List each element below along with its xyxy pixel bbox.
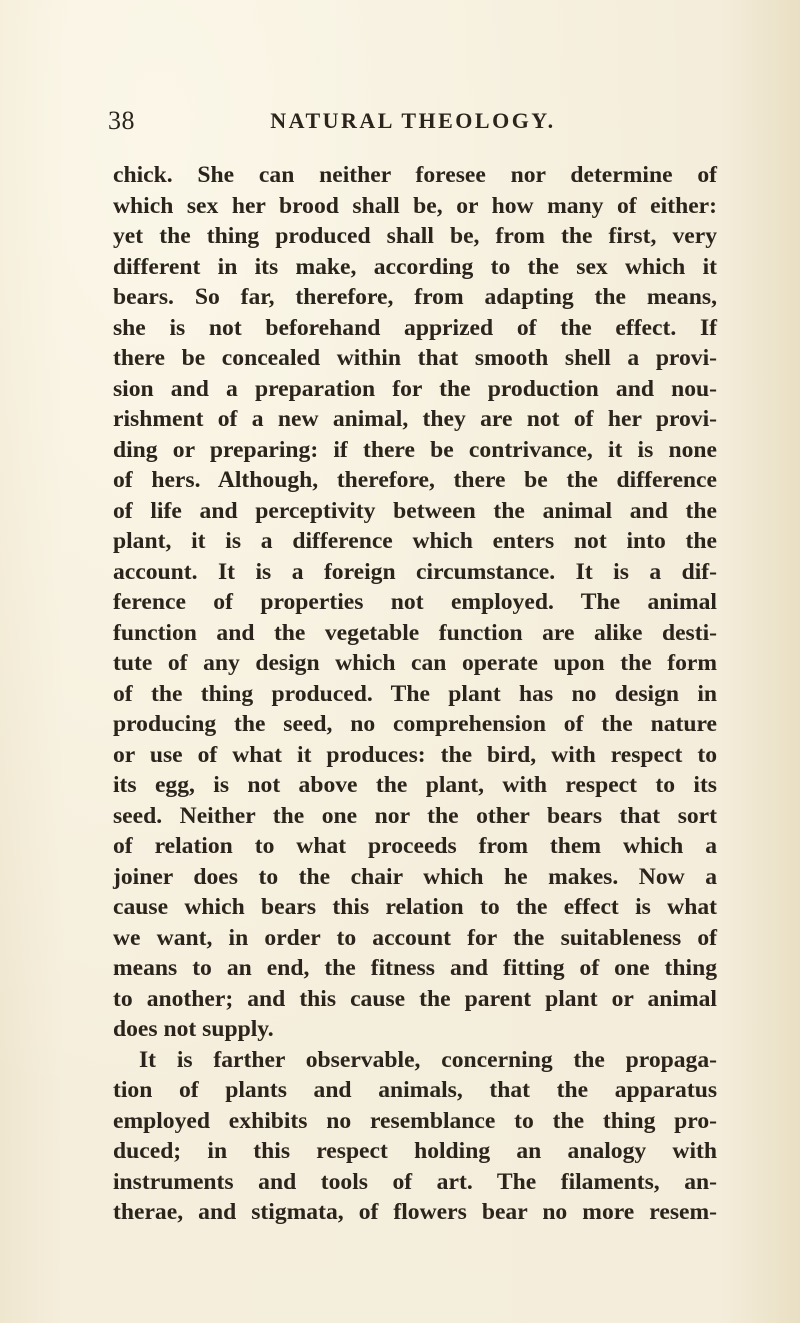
text-line: of relation to what proceeds from them which a bbox=[113, 833, 717, 859]
running-head: NATURAL THEOLOGY. bbox=[270, 108, 556, 133]
text-line: of the thing produced. The plant has no design in bbox=[113, 680, 717, 707]
page-number: 38 bbox=[108, 106, 135, 135]
body-text bbox=[113, 160, 717, 1228]
text-line: to another; and this cause the parent plant or animal bbox=[113, 985, 717, 1012]
text-line: function and the vegetable function are alike desti- bbox=[113, 619, 717, 646]
text-line: instruments and tools of art. The filaments, an- bbox=[113, 1168, 717, 1195]
text-line: does not supply. bbox=[113, 1016, 274, 1042]
text-line: there be concealed within that smooth shell a provi- bbox=[113, 345, 717, 371]
text-line: different in its make, according to the sex which it bbox=[113, 253, 717, 280]
page-header bbox=[108, 106, 718, 138]
text-line: sion and a preparation for the production and nou- bbox=[113, 375, 717, 402]
text-line: therae, and stigmata, of flowers bear no more resem- bbox=[113, 1199, 717, 1225]
text-line: tute of any design which can operate upon the form bbox=[113, 650, 717, 676]
text-line: she is not beforehand apprized of the effect. If bbox=[113, 314, 717, 341]
text-line: tion of plants and animals, that the apparatus bbox=[113, 1077, 717, 1103]
text-line: of hers. Although, therefore, there be the difference bbox=[113, 467, 717, 493]
text-line: means to an end, the fitness and fitting of one thing bbox=[113, 955, 717, 981]
text-line: plant, it is a difference which enters not into the bbox=[113, 528, 717, 554]
text-line: duced; in this respect holding an analogy with bbox=[113, 1138, 717, 1164]
text-line: we want, in order to account for the suitableness of bbox=[113, 924, 717, 951]
text-line: cause which bears this relation to the effect is what bbox=[113, 894, 717, 920]
text-line: ding or preparing: if there be contrivance, it is none bbox=[113, 436, 717, 463]
text-line: its egg, is not above the plant, with respect to its bbox=[113, 772, 717, 798]
text-line: employed exhibits no resemblance to the thing pro- bbox=[113, 1107, 717, 1134]
text-line: rishment of a new animal, they are not of her provi- bbox=[113, 406, 717, 432]
text-line: bears. So far, therefore, from adapting the means, bbox=[113, 284, 717, 310]
text-line: yet the thing produced shall be, from the first, very bbox=[113, 223, 717, 249]
text-line: account. It is a foreign circumstance. It is a dif- bbox=[113, 558, 717, 585]
text-line: seed. Neither the one nor the other bears that sort bbox=[113, 802, 717, 829]
text-line: ference of properties not employed. The animal bbox=[113, 589, 717, 615]
paragraph-start-line: It is farther observable, concerning the propaga- bbox=[139, 1046, 717, 1073]
text-line: or use of what it produces: the bird, with respect to bbox=[113, 741, 717, 768]
text-line: joiner does to the chair which he makes. Now a bbox=[113, 863, 717, 890]
text-line: chick. She can neither foresee nor determine of bbox=[113, 162, 717, 188]
text-line: producing the seed, no comprehension of the nature bbox=[113, 711, 717, 737]
text-line: which sex her brood shall be, or how many of either: bbox=[113, 192, 717, 219]
text-line: of life and perceptivity between the animal and the bbox=[113, 497, 717, 524]
